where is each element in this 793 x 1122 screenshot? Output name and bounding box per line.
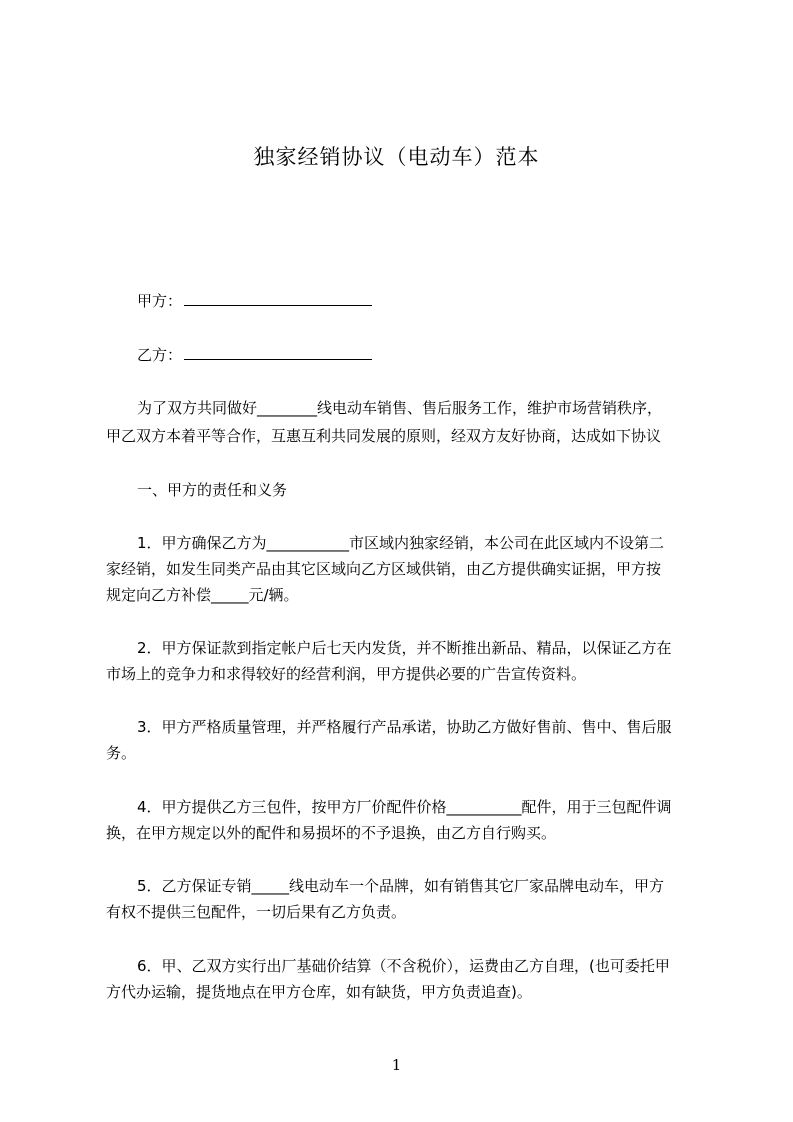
clause-5-line-1: 5．乙方保证专销_____线电动车一个品牌，如有销售其它厂家品牌电动车，甲方 — [137, 877, 665, 895]
clause-3-line-1: 3．甲方严格质量管理，并严格履行产品承诺，协助乙方做好售前、售中、售后服 — [137, 718, 672, 736]
clause-4-line-2: 换，在甲方规定以外的配件和易损坏的不予退换，由乙方自行购买。 — [106, 824, 557, 842]
party-a-label: 甲方： — [137, 292, 183, 310]
clause-2-line-2: 市场上的竞争力和求得较好的经营利润，甲方提供必要的广告宣传资料。 — [106, 665, 587, 683]
clause-6-line-1: 6．甲、乙双方实行出厂基础价结算（不含税价），运费由乙方自理，(也可委托甲 — [137, 957, 670, 975]
party-a-blank — [184, 291, 372, 306]
clause-1-line-3: 规定向乙方补偿_____元/辆。 — [106, 586, 299, 604]
clause-1-line-2: 家经销，如发生同类产品由其它区域向乙方区域供销，由乙方提供确实证据，甲方按 — [106, 560, 662, 578]
document-title: 独家经销协议（电动车）范本 — [253, 145, 540, 169]
clause-1-line-1: 1．甲方确保乙方为___________市区域内独家经销，本公司在此区域内不设第二 — [137, 534, 665, 552]
clause-4-line-1: 4．甲方提供乙方三包件，按甲方厂价配件价格__________配件，用于三包配件调 — [137, 798, 672, 816]
intro-line-1: 为了双方共同做好________线电动车销售、售后服务工作，维护市场营销秩序， — [137, 399, 663, 417]
page-number: 1 — [391, 1056, 402, 1074]
intro-line-2: 甲乙双方本着平等合作，互惠互利共同发展的原则，经双方友好协商，达成如下协议 — [106, 427, 662, 445]
clause-5-line-2: 有权不提供三包配件，一切后果有乙方负责。 — [106, 903, 407, 921]
clause-2-line-1: 2．甲方保证款到指定帐户后七天内发货，并不断推出新品、精品，以保证乙方在 — [137, 639, 672, 657]
section-heading-1: 一、甲方的责任和义务 — [137, 481, 288, 499]
clause-3-line-2: 务。 — [106, 744, 137, 762]
party-b-line — [137, 344, 372, 366]
party-b-blank — [184, 345, 372, 360]
party-a-line — [137, 290, 372, 312]
party-b-label: 乙方： — [137, 346, 183, 364]
clause-6-line-2: 方代办运输，提货地点在甲方仓库，如有缺货，甲方负责追查)。 — [106, 983, 532, 1001]
